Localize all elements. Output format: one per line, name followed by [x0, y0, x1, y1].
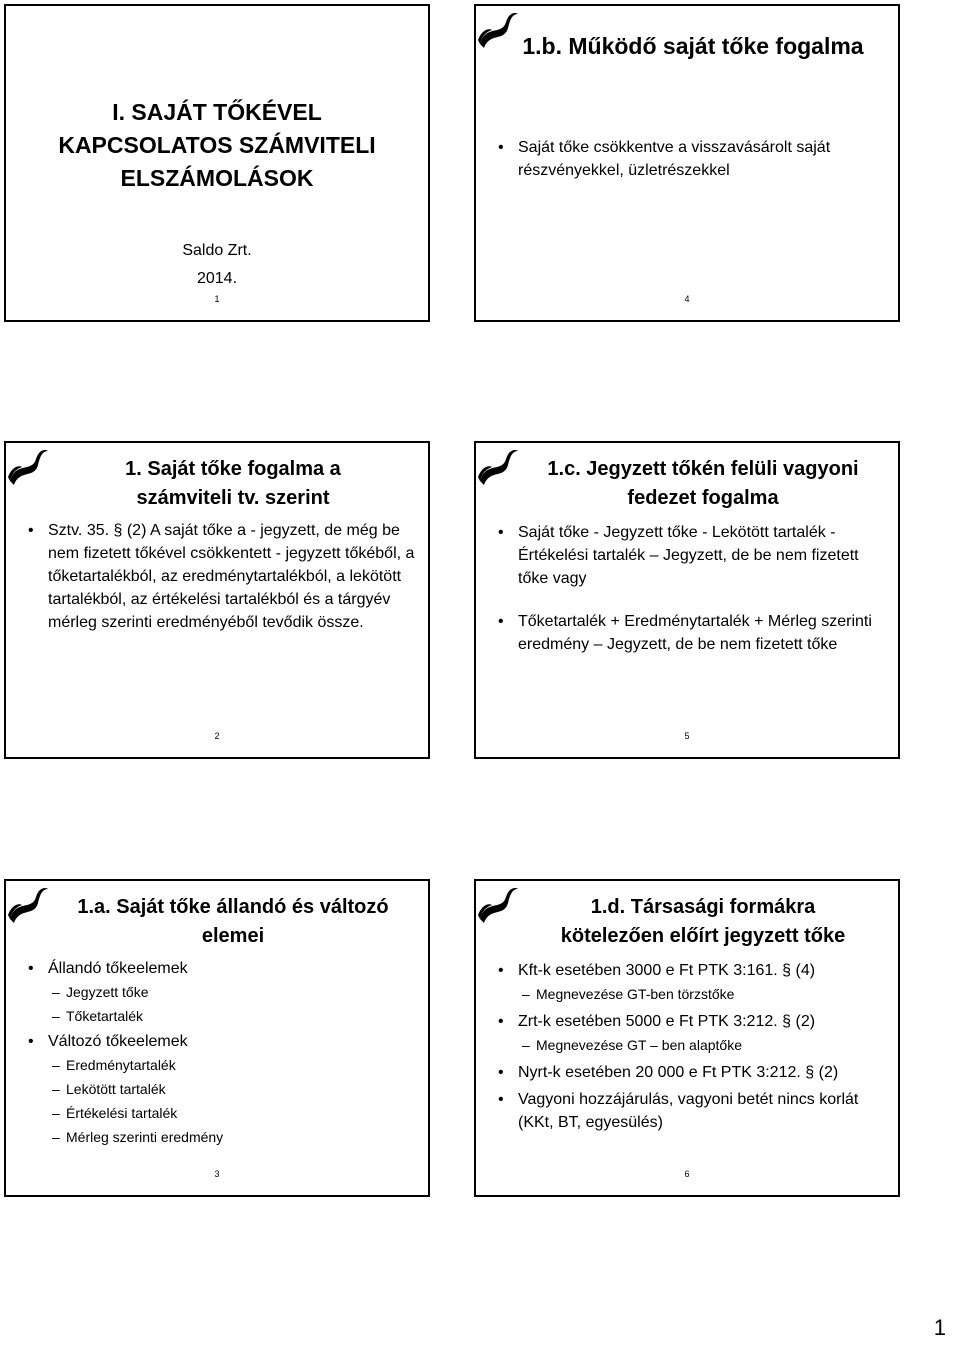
- bullet-item: • Sztv. 35. § (2) A saját tőke a - jegyzett, de még be nem fizetett tőkével csökkentett - jegyzett tőkéből, a tőketartalékból, az eredménytartalékból, a lekötött tartalékból, az értékelési tartalékból és a tárgyév mérleg szerinti eredményéből tevődik össze.: [24, 519, 418, 634]
- slide-4: [474, 4, 900, 322]
- page-number: 1: [933, 1315, 946, 1340]
- bullet-item: • Állandó tőkeelemek: [24, 957, 418, 980]
- slide-number: 6: [684, 1169, 690, 1179]
- bullet-item: • Kft-k esetében 3000 e Ft PTK 3:161. § (4): [494, 959, 888, 982]
- title-line: számviteli tv. szerint: [136, 487, 330, 509]
- bullet-item: • Zrt-k esetében 5000 e Ft PTK 3:212. § (2): [494, 1010, 888, 1033]
- slide-content: [494, 959, 888, 1134]
- bullet-item: • Változó tőkeelemek: [24, 1030, 418, 1053]
- slide-6: [474, 879, 900, 1197]
- slide-number: 5: [684, 731, 690, 741]
- title-line: I. SAJÁT TŐKÉVEL: [112, 99, 322, 125]
- slide-title: [16, 96, 418, 195]
- bullet-item: • Saját tőke csökkentve a visszavásárolt saját részvényekkel, üzletrészekkel: [494, 136, 888, 182]
- slide-5: [474, 441, 900, 759]
- slide-number: 4: [684, 294, 690, 304]
- slide-2: [4, 441, 430, 759]
- title-line: 1.a. Saját tőke állandó és változó: [77, 896, 389, 918]
- slide-title: [46, 893, 420, 951]
- title-line: elemei: [201, 925, 265, 947]
- sub-item: – Tőketartalék: [24, 1004, 418, 1028]
- title-line: 1.c. Jegyzett tőkén felüli vagyoni: [547, 458, 859, 480]
- bullet-item: • Nyrt-k esetében 20 000 e Ft PTK 3:212. § (2): [494, 1061, 888, 1084]
- sub-item: – Megnevezése GT-ben törzstőke: [494, 982, 888, 1006]
- sub-item: – Mérleg szerinti eredmény: [24, 1125, 418, 1149]
- title-line: ELSZÁMOLÁSOK: [120, 165, 314, 191]
- slide-number: 1: [214, 294, 220, 304]
- title-line: 1. Saját tőke fogalma a: [125, 458, 341, 480]
- year: 2014.: [196, 270, 238, 287]
- bullet-item: • Saját tőke - Jegyzett tőke - Lekötött tartalék - Értékelési tartalék – Jegyzett, de be nem fizetett tőke vagy: [494, 521, 888, 590]
- sub-item: – Jegyzett tőke: [24, 980, 418, 1004]
- company-name: Saldo Zrt.: [182, 242, 252, 259]
- slide-content: [494, 136, 888, 182]
- bullet-item: • Tőketartalék + Eredménytartalék + Mérleg szerinti eredmény – Jegyzett, de be nem fizetett tőke: [494, 610, 888, 656]
- slide-title: [516, 893, 890, 951]
- title-line: kötelezően előírt jegyzett tőke: [560, 925, 846, 947]
- slide-content: [24, 519, 418, 634]
- slide-number: 2: [214, 731, 220, 741]
- title-line: 1.d. Társasági formákra: [590, 896, 816, 918]
- title-line: fedezet fogalma: [627, 487, 779, 509]
- sub-item: – Megnevezése GT – ben alaptőke: [494, 1033, 888, 1057]
- sub-item: – Lekötött tartalék: [24, 1077, 418, 1101]
- slide-content: [24, 957, 418, 1149]
- slide-3: [4, 879, 430, 1197]
- slide-number: 3: [214, 1169, 220, 1179]
- title-line: KAPCSOLATOS SZÁMVITELI: [58, 132, 376, 158]
- slide-content: [494, 521, 888, 656]
- slide-title: [516, 455, 890, 513]
- slide-1: [4, 4, 430, 322]
- sub-item: – Értékelési tartalék: [24, 1101, 418, 1125]
- slide-title: 1.b. Működő saját tőke fogalma: [522, 33, 864, 59]
- bullet-item: • Vagyoni hozzájárulás, vagyoni betét nincs korlát (KKt, BT, egyesülés): [494, 1088, 888, 1134]
- sub-item: – Eredménytartalék: [24, 1053, 418, 1077]
- slide-title: [46, 455, 420, 513]
